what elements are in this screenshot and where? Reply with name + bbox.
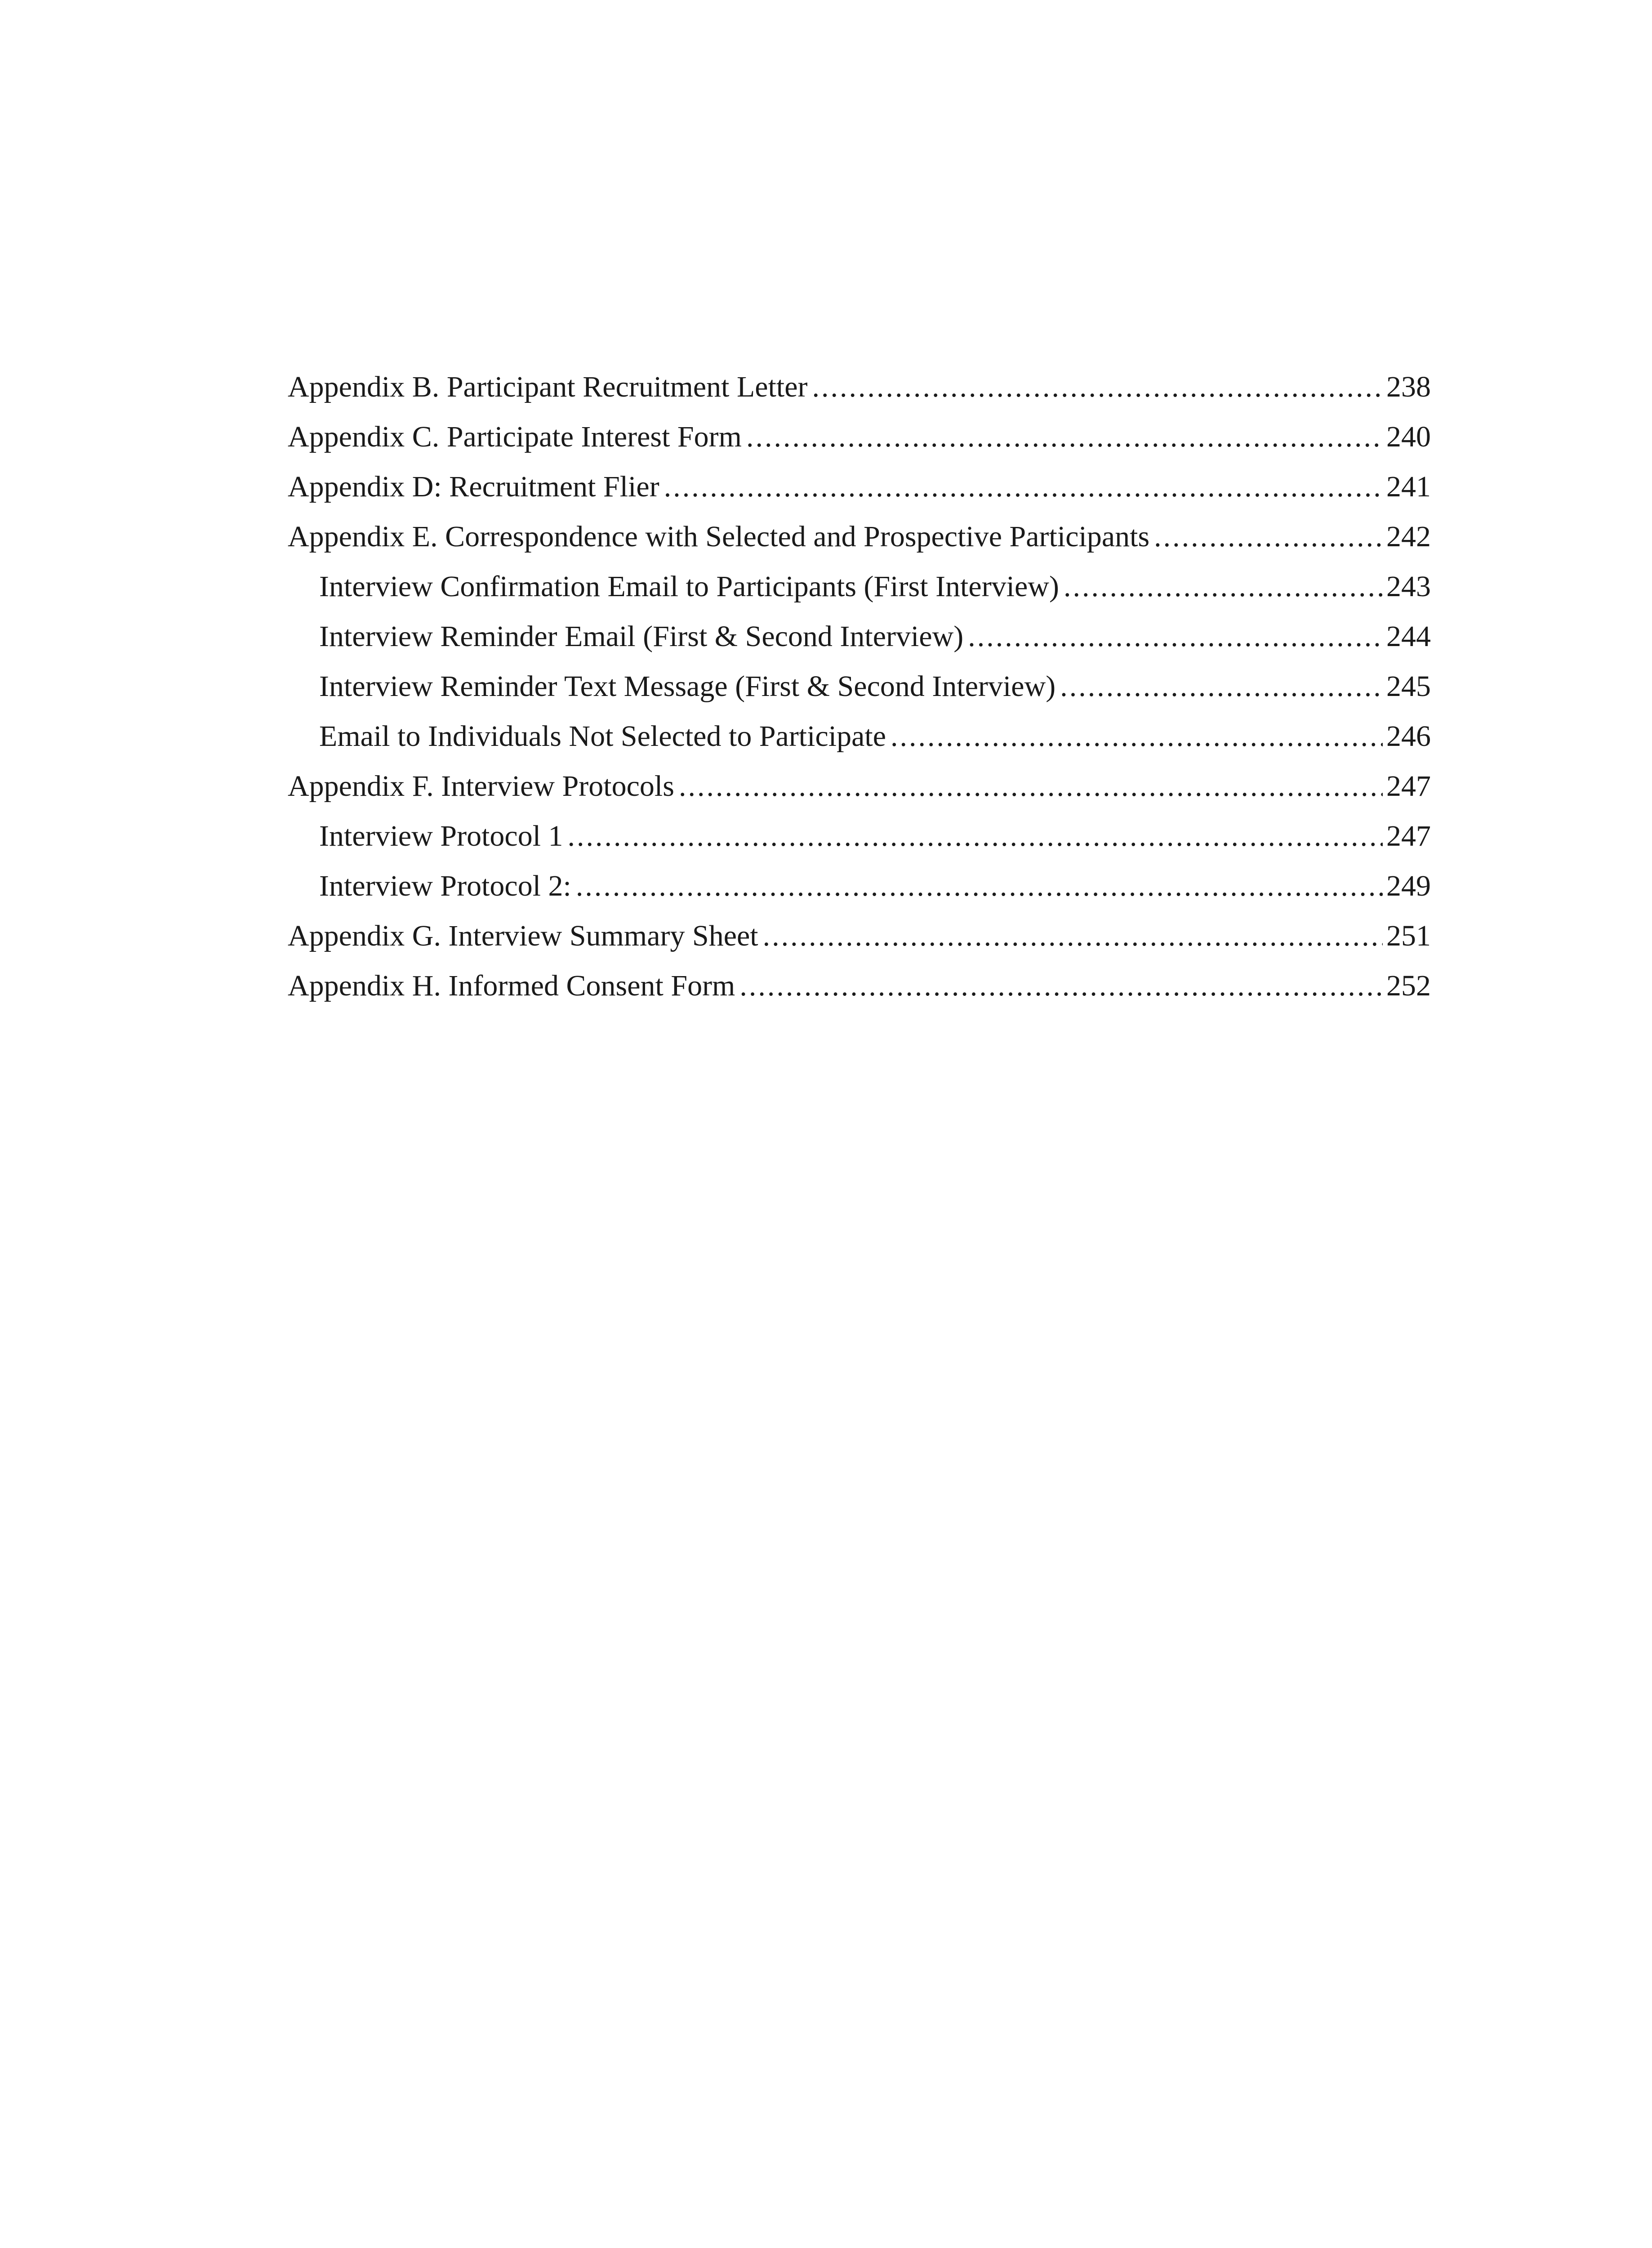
toc-entry-interview-reminder-text[interactable]: [288, 661, 1431, 711]
table-of-contents: [288, 362, 1431, 1011]
toc-entry-title: Interview Reminder Email (First & Second Interview): [319, 620, 964, 653]
toc-entry-page-number: 252: [1386, 969, 1431, 1002]
toc-entry-interview-confirmation-email[interactable]: [288, 562, 1431, 611]
toc-entry-title: Appendix B. Participant Recruitment Letter: [288, 370, 808, 403]
toc-entry-title: Appendix C. Participate Interest Form: [288, 420, 742, 453]
toc-entry-appendix-d[interactable]: [288, 462, 1431, 512]
toc-entry-page-number: 240: [1386, 420, 1431, 453]
toc-entry-appendix-f[interactable]: [288, 761, 1431, 811]
toc-dot-leader: [812, 362, 1383, 412]
toc-entry-title: Email to Individuals Not Selected to Participate: [319, 720, 886, 753]
toc-dot-leader: [1064, 562, 1383, 611]
toc-dot-leader: [568, 811, 1383, 861]
toc-entry-title: Appendix D: Recruitment Flier: [288, 470, 659, 503]
toc-entry-title: Interview Protocol 2:: [319, 870, 571, 902]
toc-entry-page-number: 243: [1386, 570, 1431, 603]
toc-entry-appendix-h[interactable]: [288, 961, 1431, 1011]
toc-dot-leader: [968, 611, 1383, 661]
toc-entry-page-number: 244: [1386, 620, 1431, 653]
toc-entry-title: Appendix E. Correspondence with Selected and Prospective Participants: [288, 520, 1150, 553]
toc-entry-page-number: 238: [1386, 370, 1431, 403]
toc-entry-page-number: 242: [1386, 520, 1431, 553]
toc-entry-appendix-b[interactable]: [288, 362, 1431, 412]
toc-entry-email-not-selected[interactable]: [288, 711, 1431, 761]
toc-entry-page-number: 251: [1386, 919, 1431, 952]
toc-dot-leader: [1060, 661, 1383, 711]
toc-entry-title: Interview Reminder Text Message (First & Second Interview): [319, 670, 1056, 703]
toc-entry-page-number: 246: [1386, 720, 1431, 753]
toc-entry-page-number: 241: [1386, 470, 1431, 503]
toc-entry-page-number: 247: [1386, 770, 1431, 803]
toc-dot-leader: [746, 412, 1383, 462]
toc-entry-interview-reminder-email[interactable]: [288, 611, 1431, 661]
toc-dot-leader: [576, 861, 1383, 911]
toc-entry-title: Appendix F. Interview Protocols: [288, 770, 674, 803]
toc-entry-interview-protocol-2[interactable]: [288, 861, 1431, 911]
toc-entry-page-number: 245: [1386, 670, 1431, 703]
toc-entry-appendix-e[interactable]: [288, 512, 1431, 562]
toc-dot-leader: [739, 961, 1383, 1011]
toc-dot-leader: [763, 911, 1383, 961]
toc-entry-title: Appendix H. Informed Consent Form: [288, 969, 735, 1002]
toc-entry-appendix-c[interactable]: [288, 412, 1431, 462]
toc-dot-leader: [679, 761, 1383, 811]
toc-dot-leader: [891, 711, 1383, 761]
toc-entry-appendix-g[interactable]: [288, 911, 1431, 961]
toc-entry-page-number: 247: [1386, 820, 1431, 852]
toc-entry-title: Interview Confirmation Email to Participants (First Interview): [319, 570, 1059, 603]
toc-entry-title: Appendix G. Interview Summary Sheet: [288, 919, 758, 952]
toc-dot-leader: [1154, 512, 1383, 562]
toc-entry-page-number: 249: [1386, 870, 1431, 902]
toc-entry-interview-protocol-1[interactable]: [288, 811, 1431, 861]
toc-entry-title: Interview Protocol 1: [319, 820, 563, 852]
toc-dot-leader: [664, 462, 1383, 512]
